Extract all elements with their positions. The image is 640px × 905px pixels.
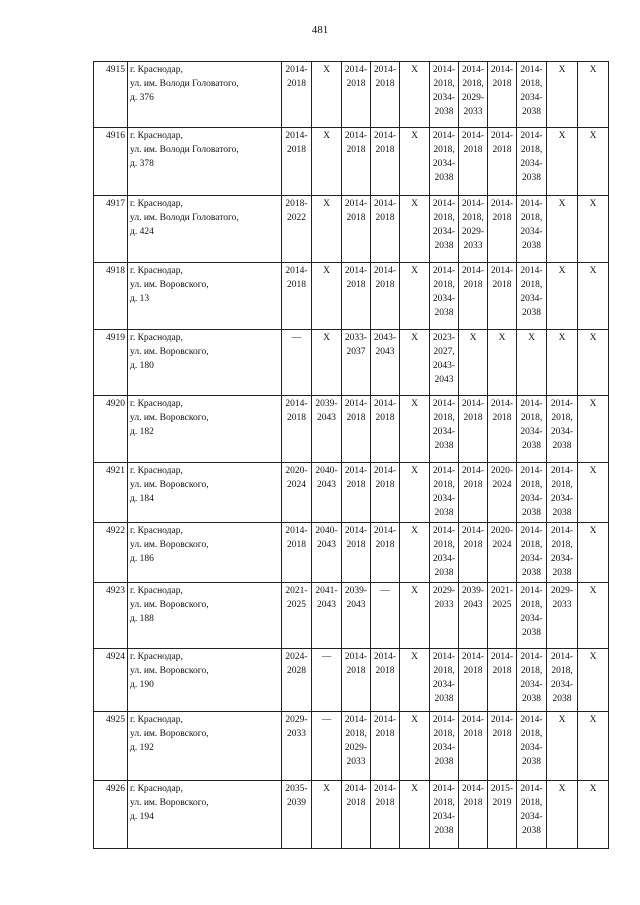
work-period-cell: 2014- 2018: [459, 649, 488, 712]
work-period-cell: 2020- 2024: [282, 463, 312, 523]
work-period-cell: X: [578, 263, 609, 330]
work-period-cell: 2014- 2018: [342, 463, 371, 523]
work-period-cell: 2014- 2018, 2034- 2038: [430, 396, 459, 463]
record-number: 4922: [94, 523, 128, 583]
work-period-cell: 2023- 2027, 2043- 2043: [430, 330, 459, 396]
record-number: 4916: [94, 128, 128, 196]
work-period-cell: 2014- 2018: [342, 649, 371, 712]
work-period-cell: 2014- 2018: [459, 712, 488, 781]
work-period-cell: 2014- 2018: [488, 649, 517, 712]
building-address: г. Краснодар, ул. им. Воровского, д. 194: [128, 781, 282, 849]
work-period-cell: 2014- 2018, 2034- 2038: [430, 196, 459, 263]
work-period-cell: 2014- 2018: [371, 649, 400, 712]
work-period-cell: 2014- 2018, 2034- 2038: [517, 583, 547, 649]
record-number: 4917: [94, 196, 128, 263]
work-period-cell: X: [312, 330, 342, 396]
table-row: [94, 196, 609, 263]
work-period-cell: 2014- 2018: [342, 523, 371, 583]
work-period-cell: —: [312, 712, 342, 781]
work-period-cell: 2014- 2018: [371, 196, 400, 263]
work-period-cell: X: [400, 649, 430, 712]
work-period-cell: 2014- 2018: [342, 781, 371, 849]
work-period-cell: 2043- 2043: [371, 330, 400, 396]
work-period-cell: X: [578, 62, 609, 128]
work-period-cell: X: [547, 330, 578, 396]
work-period-cell: 2039- 2043: [459, 583, 488, 649]
work-period-cell: 2014- 2018, 2034- 2038: [517, 196, 547, 263]
work-period-cell: 2014- 2018, 2034- 2038: [547, 649, 578, 712]
work-period-cell: X: [547, 263, 578, 330]
building-address: г. Краснодар, ул. им. Володи Головатого, д. 378: [128, 128, 282, 196]
table-row: [94, 263, 609, 330]
work-period-cell: X: [547, 128, 578, 196]
work-period-cell: X: [578, 128, 609, 196]
work-period-cell: X: [578, 781, 609, 849]
work-period-cell: 2014- 2018: [459, 396, 488, 463]
record-number: 4925: [94, 712, 128, 781]
work-period-cell: 2029- 2033: [430, 583, 459, 649]
work-period-cell: 2014- 2018, 2029- 2033: [342, 712, 371, 781]
work-period-cell: 2014- 2018: [371, 263, 400, 330]
work-period-cell: X: [459, 330, 488, 396]
building-address: г. Краснодар, ул. им. Воровского, д. 180: [128, 330, 282, 396]
work-period-cell: 2014- 2018: [371, 523, 400, 583]
building-address: г. Краснодар, ул. им. Володи Головатого, д. 424: [128, 196, 282, 263]
work-period-cell: 2014- 2018: [371, 128, 400, 196]
work-period-cell: 2014- 2018: [459, 128, 488, 196]
work-period-cell: X: [578, 463, 609, 523]
work-period-cell: 2014- 2018: [371, 62, 400, 128]
work-period-cell: 2033- 2037: [342, 330, 371, 396]
table-row: [94, 62, 609, 128]
work-period-cell: 2014- 2018: [342, 128, 371, 196]
work-period-cell: X: [312, 196, 342, 263]
work-period-cell: 2014- 2018: [488, 263, 517, 330]
work-period-cell: 2014- 2018, 2034- 2038: [517, 523, 547, 583]
work-period-cell: X: [400, 62, 430, 128]
work-period-cell: 2014- 2018, 2034- 2038: [547, 396, 578, 463]
work-period-cell: 2014- 2018, 2034- 2038: [517, 263, 547, 330]
table-row: [94, 781, 609, 849]
work-period-cell: 2014- 2018, 2034- 2038: [547, 523, 578, 583]
record-number: 4923: [94, 583, 128, 649]
work-period-cell: 2014- 2018: [342, 62, 371, 128]
work-period-cell: X: [312, 263, 342, 330]
building-address: г. Краснодар, ул. им. Воровского, д. 184: [128, 463, 282, 523]
page-number: 481: [311, 24, 329, 36]
work-period-cell: 2014- 2018: [459, 523, 488, 583]
registry-table: [93, 61, 609, 849]
work-period-cell: 2014- 2018: [282, 523, 312, 583]
work-period-cell: X: [488, 330, 517, 396]
table-row: [94, 330, 609, 396]
work-period-cell: —: [371, 583, 400, 649]
work-period-cell: 2014- 2018: [488, 196, 517, 263]
work-period-cell: X: [400, 712, 430, 781]
table-row: [94, 523, 609, 583]
work-period-cell: 2014- 2018, 2034- 2038: [430, 463, 459, 523]
record-number: 4926: [94, 781, 128, 849]
building-address: г. Краснодар, ул. им. Воровского, д. 13: [128, 263, 282, 330]
work-period-cell: 2040- 2043: [312, 463, 342, 523]
work-period-cell: X: [400, 330, 430, 396]
work-period-cell: X: [312, 781, 342, 849]
work-period-cell: X: [400, 781, 430, 849]
work-period-cell: 2014- 2018, 2034- 2038: [517, 62, 547, 128]
work-period-cell: 2014- 2018, 2029- 2033: [459, 196, 488, 263]
work-period-cell: 2014- 2018: [459, 263, 488, 330]
record-number: 4924: [94, 649, 128, 712]
work-period-cell: 2014- 2018: [342, 263, 371, 330]
work-period-cell: X: [400, 583, 430, 649]
work-period-cell: 2021- 2025: [488, 583, 517, 649]
work-period-cell: 2020- 2024: [488, 523, 517, 583]
work-period-cell: 2014- 2018: [371, 781, 400, 849]
record-number: 4920: [94, 396, 128, 463]
work-period-cell: 2039- 2043: [312, 396, 342, 463]
work-period-cell: 2015- 2019: [488, 781, 517, 849]
record-number: 4919: [94, 330, 128, 396]
work-period-cell: 2014- 2018: [371, 396, 400, 463]
building-address: г. Краснодар, ул. им. Воровского, д. 190: [128, 649, 282, 712]
record-number: 4921: [94, 463, 128, 523]
table-row: [94, 583, 609, 649]
work-period-cell: 2024- 2028: [282, 649, 312, 712]
work-period-cell: X: [547, 196, 578, 263]
work-period-cell: 2014- 2018, 2034- 2038: [430, 781, 459, 849]
work-period-cell: 2014- 2018, 2034- 2038: [517, 649, 547, 712]
work-period-cell: 2014- 2018: [459, 781, 488, 849]
work-period-cell: 2014- 2018: [488, 396, 517, 463]
work-period-cell: X: [578, 649, 609, 712]
record-number: 4915: [94, 62, 128, 128]
work-period-cell: X: [578, 330, 609, 396]
table-row: [94, 463, 609, 523]
work-period-cell: X: [400, 523, 430, 583]
record-number: 4918: [94, 263, 128, 330]
registry-body: [94, 62, 609, 849]
work-period-cell: 2035- 2039: [282, 781, 312, 849]
work-period-cell: X: [400, 128, 430, 196]
work-period-cell: 2014- 2018: [488, 712, 517, 781]
work-period-cell: X: [400, 196, 430, 263]
table-row: [94, 128, 609, 196]
work-period-cell: X: [312, 128, 342, 196]
work-period-cell: X: [578, 583, 609, 649]
building-address: г. Краснодар, ул. им. Воровского, д. 186: [128, 523, 282, 583]
work-period-cell: 2014- 2018: [371, 712, 400, 781]
work-period-cell: X: [547, 62, 578, 128]
table-row: [94, 712, 609, 781]
work-period-cell: X: [400, 263, 430, 330]
work-period-cell: X: [578, 196, 609, 263]
building-address: г. Краснодар, ул. им. Володи Головатого, д. 376: [128, 62, 282, 128]
work-period-cell: 2040- 2043: [312, 523, 342, 583]
work-period-cell: 2014- 2018, 2034- 2038: [430, 649, 459, 712]
work-period-cell: X: [312, 62, 342, 128]
building-address: г. Краснодар, ул. им. Воровского, д. 182: [128, 396, 282, 463]
work-period-cell: 2014- 2018: [282, 128, 312, 196]
work-period-cell: X: [547, 712, 578, 781]
work-period-cell: —: [282, 330, 312, 396]
work-period-cell: 2014- 2018, 2034- 2038: [430, 62, 459, 128]
work-period-cell: X: [578, 523, 609, 583]
work-period-cell: 2014- 2018, 2034- 2038: [517, 781, 547, 849]
work-period-cell: 2014- 2018, 2029- 2033: [459, 62, 488, 128]
work-period-cell: 2014- 2018, 2034- 2038: [517, 712, 547, 781]
work-period-cell: X: [400, 396, 430, 463]
work-period-cell: 2014- 2018: [282, 396, 312, 463]
work-period-cell: 2014- 2018, 2034- 2038: [517, 128, 547, 196]
work-period-cell: —: [312, 649, 342, 712]
work-period-cell: 2018- 2022: [282, 196, 312, 263]
work-period-cell: 2014- 2018: [488, 128, 517, 196]
table-row: [94, 396, 609, 463]
work-period-cell: X: [578, 712, 609, 781]
work-period-cell: 2039- 2043: [342, 583, 371, 649]
work-period-cell: 2014- 2018: [282, 62, 312, 128]
work-period-cell: 2014- 2018: [371, 463, 400, 523]
work-period-cell: 2041- 2043: [312, 583, 342, 649]
work-period-cell: X: [400, 463, 430, 523]
work-period-cell: 2014- 2018: [488, 62, 517, 128]
work-period-cell: 2014- 2018, 2034- 2038: [430, 712, 459, 781]
work-period-cell: 2029- 2033: [282, 712, 312, 781]
work-period-cell: 2029- 2033: [547, 583, 578, 649]
work-period-cell: 2014- 2018: [282, 263, 312, 330]
work-period-cell: X: [547, 781, 578, 849]
work-period-cell: X: [517, 330, 547, 396]
work-period-cell: 2014- 2018: [342, 396, 371, 463]
work-period-cell: 2014- 2018, 2034- 2038: [517, 463, 547, 523]
building-address: г. Краснодар, ул. им. Воровского, д. 192: [128, 712, 282, 781]
work-period-cell: 2020- 2024: [488, 463, 517, 523]
work-period-cell: 2014- 2018, 2034- 2038: [517, 396, 547, 463]
work-period-cell: X: [578, 396, 609, 463]
work-period-cell: 2014- 2018: [342, 196, 371, 263]
work-period-cell: 2014- 2018, 2034- 2038: [430, 523, 459, 583]
table-row: [94, 649, 609, 712]
building-address: г. Краснодар, ул. им. Воровского, д. 188: [128, 583, 282, 649]
work-period-cell: 2014- 2018: [459, 463, 488, 523]
work-period-cell: 2014- 2018, 2034- 2038: [430, 263, 459, 330]
work-period-cell: 2014- 2018, 2034- 2038: [430, 128, 459, 196]
work-period-cell: 2014- 2018, 2034- 2038: [547, 463, 578, 523]
work-period-cell: 2021- 2025: [282, 583, 312, 649]
